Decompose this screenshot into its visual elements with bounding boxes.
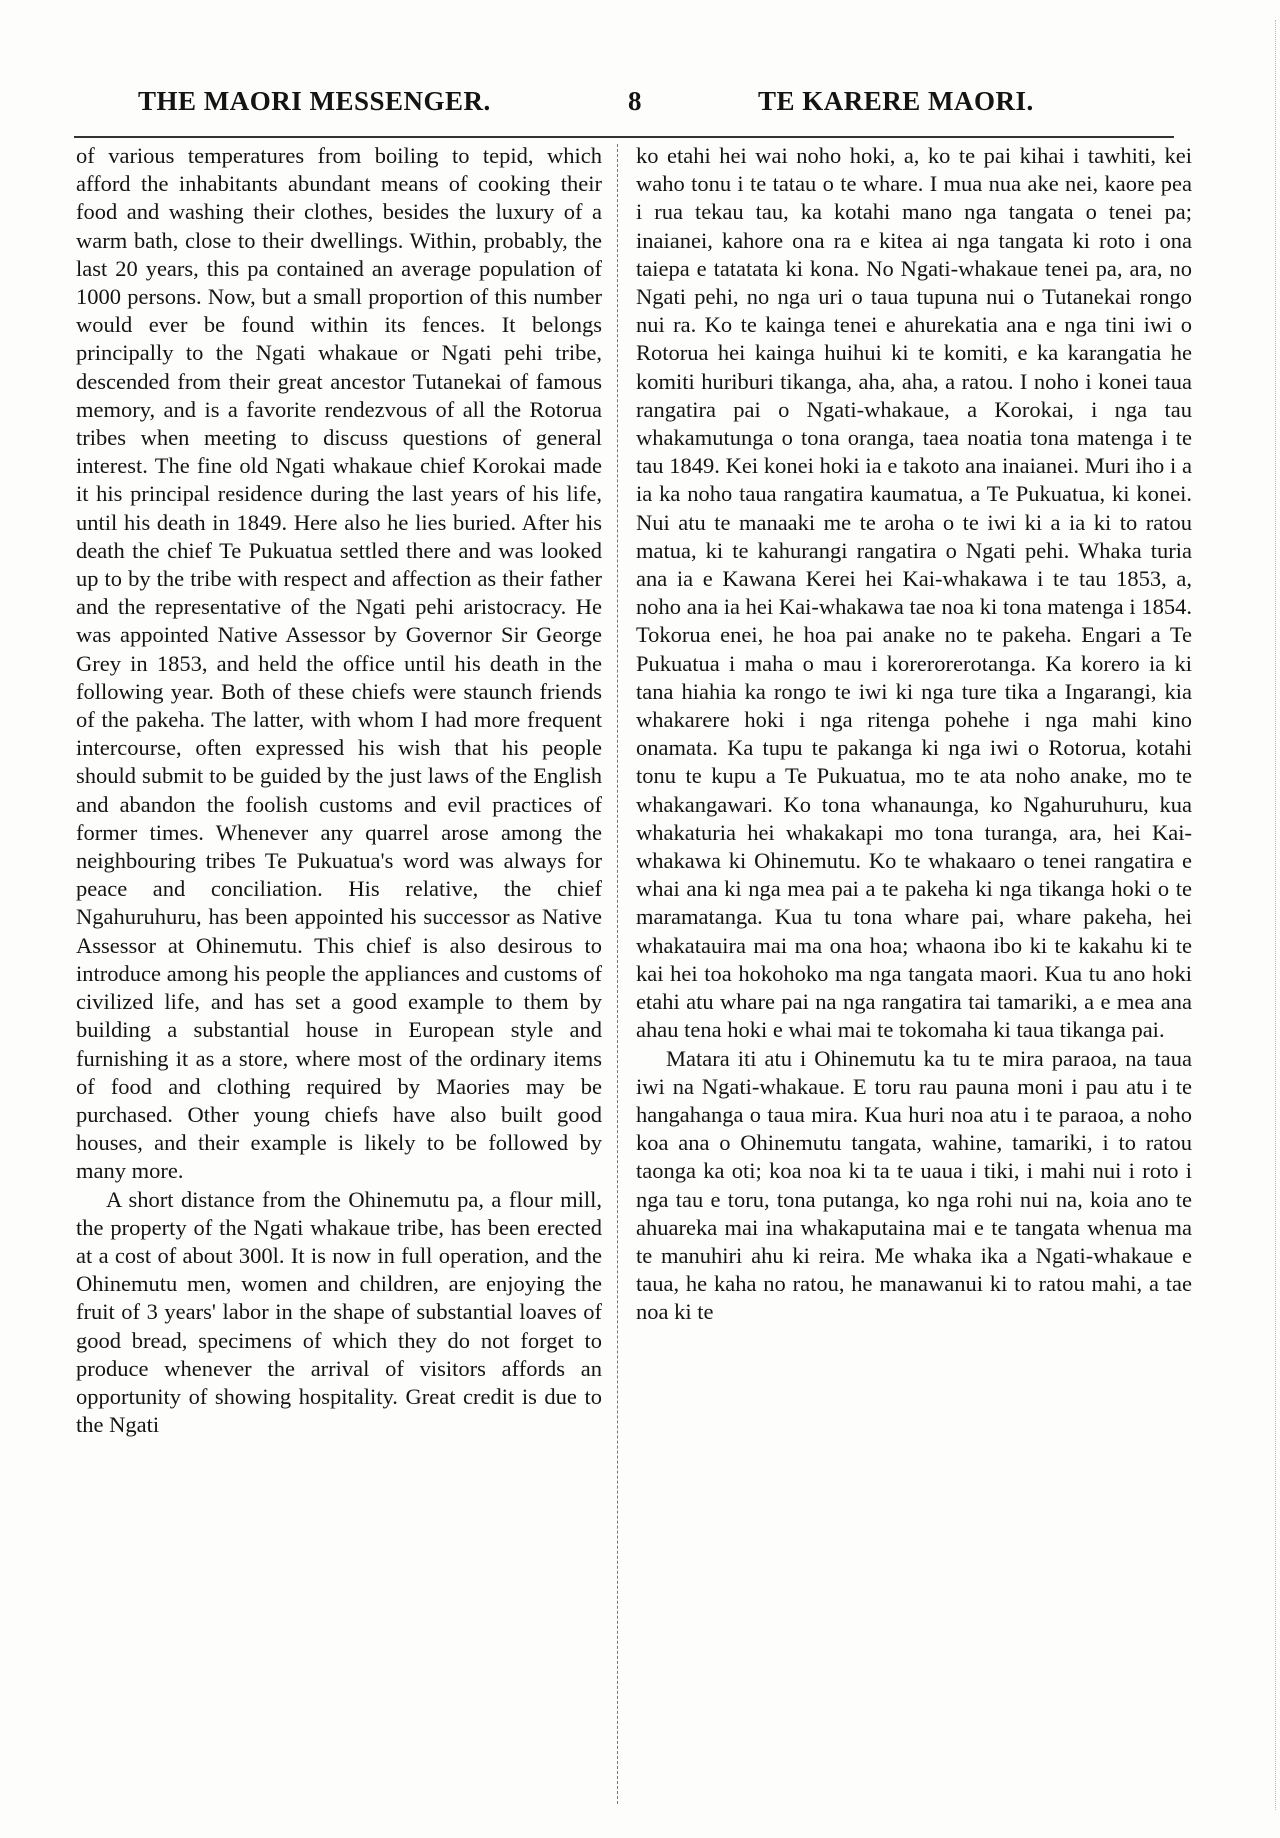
english-column xyxy=(76,142,602,1792)
maori-paragraph-flour-mill: Matara iti atu i Ohinemutu ka tu te mira paraoa, na taua iwi na Ngati-whakaue. E toru rau pauna moni i pau atu i te hangahanga o taua mira. Kua huri noa atu i te paraoa, a noho koa ana o Ohinemutu tangata, wahine, tamariki, i to ratou taonga ka oti; koa noa ki ta te uaua i tiki, i mahi nui i roto i nga tau e toru, tona putanga, ko nga rohi nui na, koia ano te ahuareka mai ina whakaputaina mai e te tangata whenua ma te manuhiri ahu ki reira. Me whaka ika a Ngati-whakaue e taua, he kaha no ratou, he manawanui ki to ratou mahi, a tae noa ki te xyxy=(636,1045,1192,1325)
page-edge-marks xyxy=(1269,20,1276,1810)
maori-paragraph-geysers: ko etahi hei wai noho hoki, a, ko te pai kihai i tawhiti, kei waho tonu i te tatau o te whare. I mua nua ake nei, kaore pea i rua tekau tau, ka kotahi mano nga tangata o tenei pa; inaianei, kahore ona ra e kitea ai nga tangata ki roto i ona taiepa e tatatata ki kona. No Ngati-whakaue tenei pa, ara, no Ngati pehi, no nga uri o taua tupuna nui o Tutanekai rongo nui ra. Ko te kainga tenei e ahurekatia ana e nga tini iwi o Rotorua hei kainga huihui ki te komiti, e ka karangatia he komiti huriburi tikanga, aha, aha, a ratou. I noho i konei taua rangatira pai o Ngati-whakaue, a Korokai, i nga tau whakamutunga o tona oranga, taea noatia tona matenga i te tau 1849. Kei konei hoki ia e takoto ana inaianei. Muri iho i a ia ka noho taua rangatira kaumatua, a Te Pukuatua, ki konei. Nui atu te manaaki me te aroha o te iwi ki a ia ki to ratou matua, ki te kahurangi rangatira o Ngati pehi. Whaka turia ana ia e Kawana Kerei hei Kai-whakawa i te tau 1853, a, noho ana ia hei Kai-whakawa tae noa ki tona matenga i 1854. Tokorua enei, he hoa pai anake no te pakeha. Engari a Te Pukuatua i maha o mau i korerorerotanga. Ka korero ia ki tana hiahia ka rongo te iwi ki nga ture tika a Ingarangi, kia whakarere hoki i nga ritenga pohehe i nga mahi kino onamata. Ka tupu te pakanga ki nga iwi o Rotorua, kotahi tonu te kupu a Te Pukuatua, mo te ata noho anake, mo te whakangawari. Ko tona whanaunga, ko Ngahuruhuru, kua whakaturia hei whakakapi mo tona turanga, ara, hei Kai-whakawa ki Ohinemutu. Ko te whakaaro o tenei rangatira e whai ana ki nga mea pai a te pakeha ki nga tikanga hoki o te maramatanga. Kua tu tona whare pai, whare pakeha, hei whakatauira mai ma ona hoa; whaona ibo ki te kakahu ki te kai hei toa hokohoko ma nga tangata maori. Kua tu ano hoki etahi atu whare pai na nga rangatira tai tamariki, a e mea ana ahau tena hoki e whai mai te tokomaha ki taua tikanga pai. xyxy=(636,143,1192,1043)
maori-column xyxy=(636,142,1192,1792)
column-divider xyxy=(617,144,618,1804)
header-title-english: THE MAORI MESSENGER. xyxy=(138,86,491,116)
header-rule xyxy=(74,136,1174,138)
page-number: 8 xyxy=(628,86,642,116)
english-paragraph-flour-mill: A short distance from the Ohinemutu pa, a flour mill, the property of the Ngati whakaue tribe, has been erected at a cost of about 300l. It is now in full operation, and the Ohinemutu men, women and children, are enjoying the fruit of 3 years' labor in the shape of substantial loaves of good bread, specimens of which they do not forget to produce whenever the arrival of visitors affords an opportunity of showing hospitality. Great credit is due to the Ngati xyxy=(76,1186,602,1438)
header-title-maori: TE KARERE MAORI. xyxy=(758,86,1034,116)
page-header xyxy=(132,86,1232,126)
english-paragraph-geysers: of various temperatures from boiling to tepid, which afford the inhabitants abundant means of cooking their food and washing their clothes, besides the luxury of a warm bath, close to their dwellings. Within, probably, the last 20 years, this pa contained an average population of 1000 persons. Now, but a small proportion of this number would ever be found within its fences. It belongs principally to the Ngati whakaue or Ngati pehi tribe, descended from their great ancestor Tutanekai of famous memory, and is a favorite rendezvous of all the Rotorua tribes when meeting to discuss questions of general interest. The fine old Ngati whakaue chief Korokai made it his principal residence during the last years of his life, until his death in 1849. Here also he lies buried. After his death the chief Te Pukuatua settled there and was looked up to by the tribe with respect and affection as their father and the representative of the Ngati pehi aristocracy. He was appointed Native Assessor by Governor Sir George Grey in 1853, and held the office until his death in the following year. Both of these chiefs were staunch friends of the pakeha. The latter, with whom I had more frequent intercourse, often expressed his wish that his people should submit to be guided by the just laws of the English and abandon the foolish customs and evil practices of former times. Whenever any quarrel arose among the neighbouring tribes Te Pukuatua's word was always for peace and conciliation. His relative, the chief Ngahuruhuru, has been appointed his successor as Native Assessor at Ohinemutu. This chief is also desirous to introduce among his people the appliances and customs of civilized life, and has set a good example to them by building a substantial house in European style and furnishing it as a store, where most of the ordinary items of food and clothing required by Maories may be purchased. Other young chiefs have also built good houses, and their example is likely to be followed by many more. xyxy=(76,143,602,1184)
